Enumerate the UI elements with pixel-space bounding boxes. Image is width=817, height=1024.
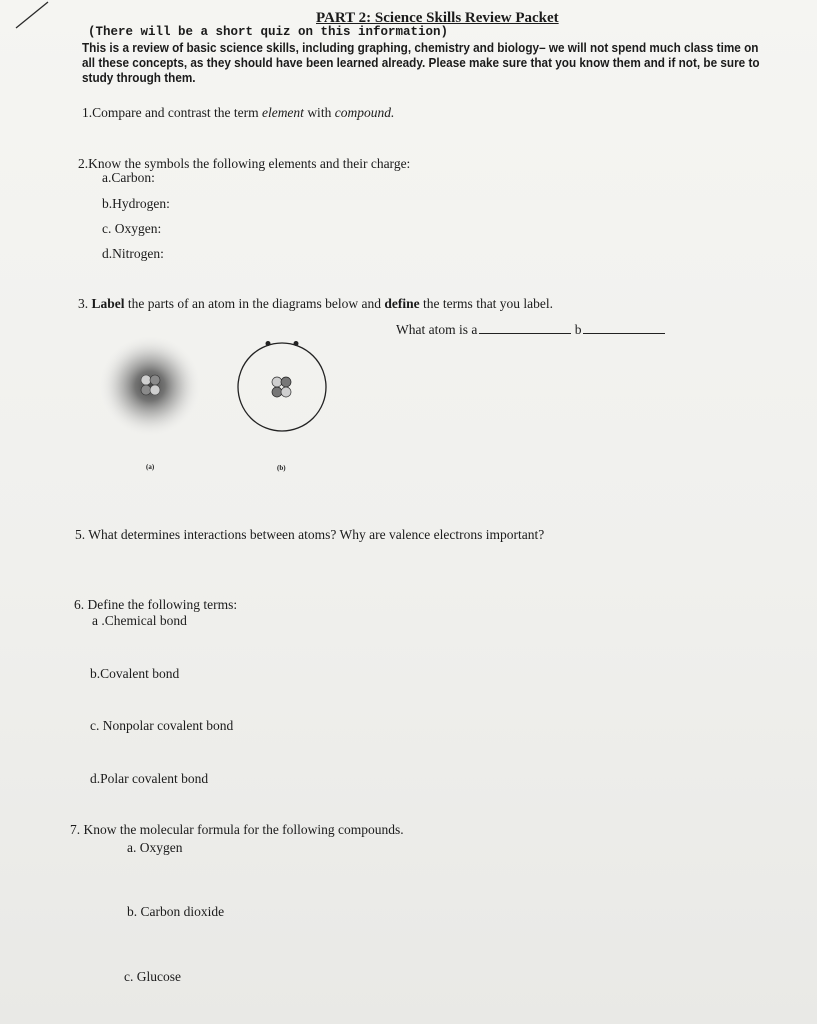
electron (294, 341, 299, 346)
diagram-label-b: (b) (277, 464, 286, 472)
diagram-label-a: (a) (146, 463, 155, 471)
question-5-prompt: 5. What determines interactions between atoms? Why are valence electrons important? (75, 527, 545, 542)
question-1-connector: with (303, 105, 335, 120)
question-1-text: 1.Compare and contrast the term (82, 105, 262, 120)
electron (266, 341, 271, 346)
answer-blank-a[interactable] (479, 323, 571, 334)
question-1 (82, 105, 394, 121)
question-3-define-word: define (384, 296, 420, 311)
question-3-number: 3. (78, 296, 92, 311)
term-compound: compound. (334, 105, 395, 120)
question-2-item: a.Carbon: (102, 170, 155, 185)
intro-line-1: This is a review of basic science skills, including graphing, chemistry and biology– we will not spend much class time on (82, 41, 759, 55)
question-2-item: b.Hydrogen: (102, 196, 170, 211)
question-2-item: d.Nitrogen: (102, 246, 164, 261)
question-3-label-word: Label (91, 296, 125, 311)
what-atom-question (396, 322, 665, 338)
intro-line-2: all these concepts, as they should have been learned already. Please make sure that you know them and if not, be sure to (82, 56, 760, 70)
question-7-prompt: 7. Know the molecular formula for the following compounds. (70, 822, 404, 837)
question-7-item: a. Oxygen (127, 840, 183, 855)
question-6-item: b.Covalent bond (90, 666, 180, 681)
pen-mark (14, 0, 54, 30)
what-atom-b-label: b (574, 322, 582, 337)
what-atom-text: What atom is a (396, 322, 478, 337)
page-title: PART 2: Science Skills Review Packet (316, 10, 559, 26)
question-6-item: d.Polar covalent bond (90, 771, 209, 786)
question-3-text: the parts of an atom in the diagrams below and (124, 296, 385, 311)
question-3-prompt (78, 296, 553, 312)
question-3-text-end: the terms that you label. (419, 296, 554, 311)
question-7-item: c. Glucose (124, 969, 181, 984)
intro-line-3: study through them. (82, 71, 196, 85)
question-6-item: a .Chemical bond (92, 613, 187, 628)
question-6-item: c. Nonpolar covalent bond (90, 718, 234, 733)
question-6-prompt: 6. Define the following terms: (74, 597, 238, 612)
answer-blank-b[interactable] (583, 323, 665, 334)
question-2-prompt: 2.Know the symbols the following elements and their charge: (78, 156, 411, 171)
question-7-item: b. Carbon dioxide (127, 904, 225, 919)
question-2-item: c. Oxygen: (102, 221, 162, 236)
quiz-note: (There will be a short quiz on this information) (88, 25, 449, 39)
term-element: element (261, 105, 304, 120)
electron-cloud-atom-diagram (92, 330, 212, 450)
bohr-atom-diagram (230, 335, 334, 439)
